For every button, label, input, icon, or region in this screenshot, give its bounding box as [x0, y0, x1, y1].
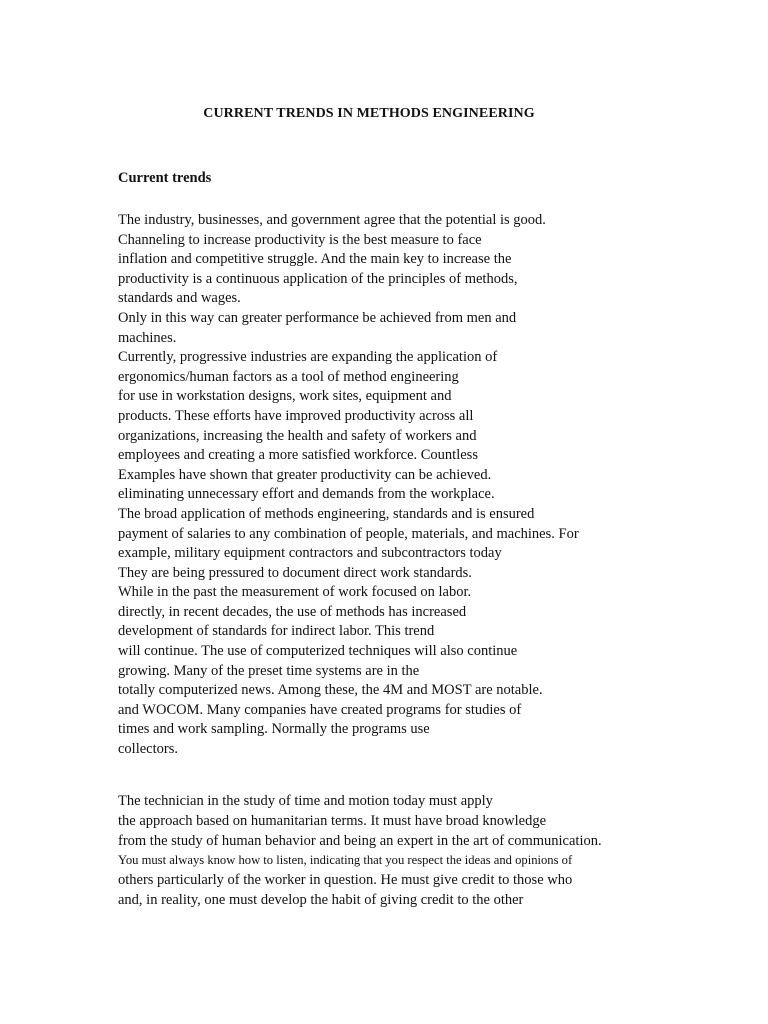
paragraph-line: directly, in recent decades, the use of methods has increased [118, 603, 467, 620]
paragraph-line: and WOCOM. Many companies have created programs for studies of [118, 701, 522, 718]
paragraph-technician [118, 792, 658, 911]
paragraph-line: and, in reality, one must develop the habit of giving credit to the other [118, 891, 524, 908]
paragraph-line: Currently, progressive industries are expanding the application of [118, 349, 498, 366]
paragraph-line: totally computerized news. Among these, the 4M and MOST are notable. [118, 682, 543, 699]
paragraph-line: The technician in the study of time and motion today must apply [118, 793, 493, 809]
paragraph-line: eliminating unnecessary effort and demands from the workplace. [118, 486, 495, 503]
paragraph-line: products. These efforts have improved productivity across all [118, 407, 474, 424]
paragraph-line: ergonomics/human factors as a tool of method engineering [118, 368, 459, 385]
paragraph-line: While in the past the measurement of work focused on labor. [118, 584, 472, 601]
paragraph-line: example, military equipment contractors and subcontractors today [118, 545, 502, 562]
paragraph-line: You must always know how to listen, indicating that you respect the ideas and opinions of [118, 853, 573, 868]
paragraph-line: employees and creating a more satisfied workforce. Countless [118, 447, 478, 464]
document-title: CURRENT TRENDS IN METHODS ENGINEERING [203, 106, 535, 121]
paragraph-line: the approach based on humanitarian terms. It must have broad knowledge [118, 812, 547, 829]
paragraph-line: They are being pressured to document direct work standards. [118, 564, 472, 581]
paragraph-line: times and work sampling. Normally the programs use [118, 721, 430, 738]
paragraph-line: machines. [118, 329, 177, 346]
paragraph-line: inflation and competitive struggle. And the main key to increase the [118, 251, 512, 268]
paragraph-line: productivity is a continuous application of the principles of methods, [118, 270, 518, 287]
paragraph-line: growing. Many of the preset time systems are in the [118, 662, 420, 679]
paragraph-line: from the study of human behavior and being an expert in the art of communication. [118, 832, 602, 849]
paragraph-line: for use in workstation designs, work sites, equipment and [118, 388, 452, 405]
paragraph-line: Only in this way can greater performance be achieved from men and [118, 309, 517, 326]
paragraph-current-trends [118, 211, 658, 760]
paragraph-line: development of standards for indirect labor. This trend [118, 623, 435, 640]
paragraph-line: will continue. The use of computerized techniques will also continue [118, 643, 518, 660]
paragraph-line: collectors. [118, 741, 178, 758]
paragraph-line: standards and wages. [118, 290, 241, 307]
paragraph-line: payment of salaries to any combination of people, materials, and machines. For [118, 525, 579, 542]
paragraph-line: The broad application of methods engineering, standards and is ensured [118, 505, 535, 522]
section-heading: Current trends [118, 170, 212, 186]
paragraph-line: Examples have shown that greater productivity can be achieved. [118, 466, 492, 483]
paragraph-line: organizations, increasing the health and safety of workers and [118, 427, 477, 444]
paragraph-line: Channeling to increase productivity is the best measure to face [118, 231, 482, 248]
paragraph-line: The industry, businesses, and government agree that the potential is good. [118, 212, 546, 228]
paragraph-line: others particularly of the worker in question. He must give credit to those who [118, 872, 573, 889]
